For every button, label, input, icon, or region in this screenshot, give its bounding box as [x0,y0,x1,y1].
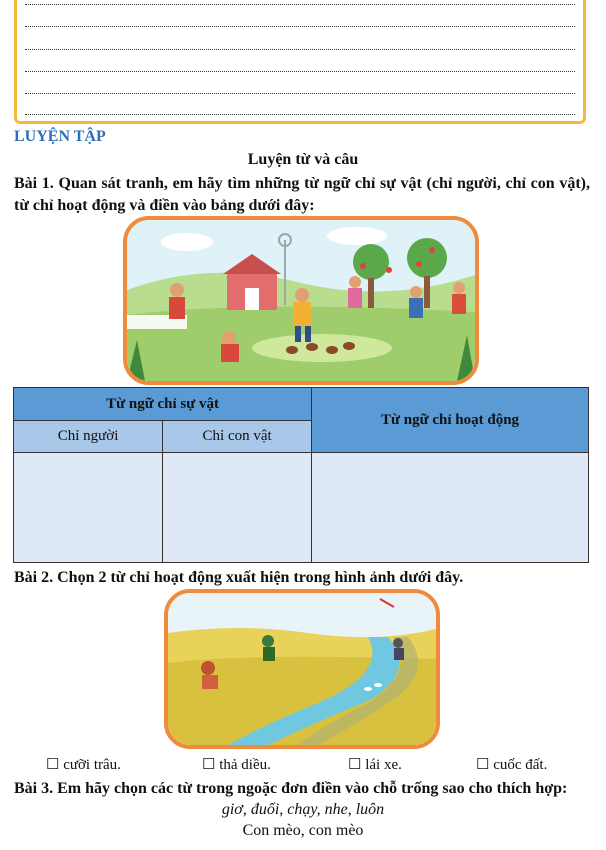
checkbox-icon[interactable]: ☐ [348,757,362,773]
header-animals: Chỉ con vật [163,421,312,453]
exercise-3-text [14,778,590,800]
exercise-2-label: Bài 2. [14,569,54,586]
exercise-2-body: Chọn 2 từ chỉ hoạt động xuất hiện trong hình ảnh dưới đây. [53,569,464,586]
rice-field-image [168,593,436,745]
header-things: Từ ngữ chỉ sự vật [14,388,312,421]
dotted-line [25,4,575,5]
dotted-line [25,49,575,50]
section-title: LUYỆN TẬP [14,128,106,145]
option-2[interactable] [202,755,271,774]
exercise-1-text [14,173,590,217]
poem-line: Con mèo, con mèo [242,822,364,839]
checkbox-icon[interactable]: ☐ [476,757,490,773]
checkbox-icon[interactable]: ☐ [202,757,216,773]
option-4[interactable] [476,755,547,774]
farm-scene-image [127,220,475,381]
sub-title: Luyện từ và câu [247,151,359,168]
farm-illustration [123,216,479,385]
exercise-3-label: Bài 3. [14,780,54,797]
option-label: cưỡi trâu. [63,757,121,773]
exercise-2-text [14,567,590,589]
answer-cell-activities[interactable] [312,453,589,563]
header-people: Chỉ người [14,421,163,453]
dotted-line [25,26,575,27]
answer-cell-animals[interactable] [163,453,312,563]
option-1[interactable] [46,755,121,774]
rice-field-illustration [164,589,440,749]
option-label: lái xe. [365,757,402,773]
answer-cell-people[interactable] [14,453,163,563]
option-label: cuốc đất. [493,757,548,773]
word-table [13,387,589,563]
header-activities: Từ ngữ chỉ hoạt động [312,388,589,453]
exercise-3-body: Em hãy chọn các từ trong ngoặc đơn điền vào chỗ trống sao cho thích hợp: [53,780,568,797]
dotted-answer-box [14,0,586,124]
exercise-1-label: Bài 1. [14,175,54,192]
dotted-line [25,114,575,115]
option-label: thả diều. [219,757,271,773]
dotted-line [25,71,575,72]
option-3[interactable] [348,755,402,774]
dotted-line [25,93,575,94]
exercise-1-body: Quan sát tranh, em hãy tìm những từ ngữ chỉ sự vật (chỉ người, chỉ con vật), từ chỉ hoạt động và điền vào bảng dưới đây: [14,175,590,214]
checkbox-icon[interactable]: ☐ [46,757,60,773]
word-choices: giơ, đuổi, chạy, nhe, luôn [221,801,385,818]
